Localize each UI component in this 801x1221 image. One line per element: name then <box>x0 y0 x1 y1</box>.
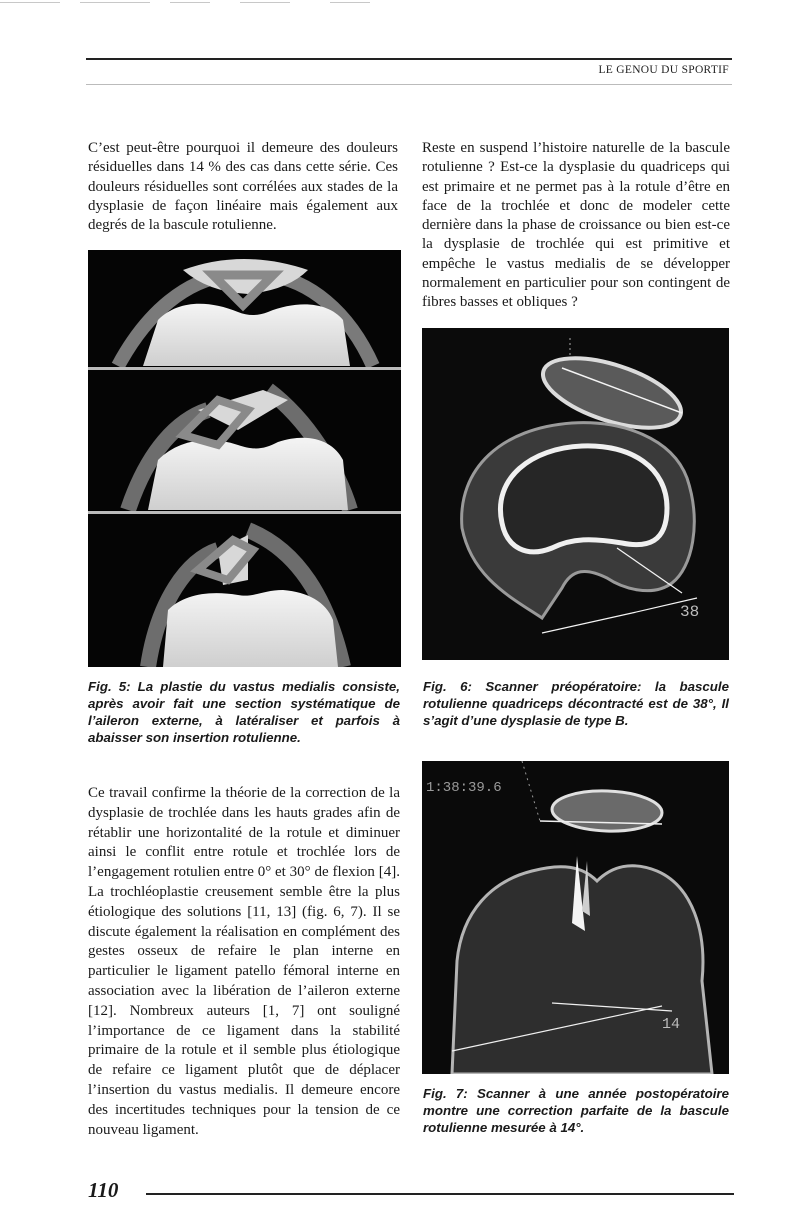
diagram-panel-3 <box>88 514 401 667</box>
header-rule-thin <box>86 84 732 85</box>
page-number: 110 <box>88 1178 119 1202</box>
scan-edge-marks <box>0 0 801 6</box>
diagram-panel-2 <box>88 370 401 510</box>
figure-7-caption: Fig. 7: Scanner à une année postopératoire montre une correction parfaite de la bascule rotulienne mesurée à 14°. <box>423 1086 729 1135</box>
paragraph-right-top: Reste en suspend l’histoire naturelle de la bascule rotulienne ? Est-ce la dysplasie du quadriceps qui est primaire et ne permet pas à la rotule d’être en face de la trochlée et donc de modeler cette dernière dans la phase de croissance ou bien est-ce la dysplasie de trochlée qui est primitive et empêche le vastus medialis de se développer normalement en particulier pour son contingent de fibres basses et obliques ? <box>422 140 730 311</box>
paragraph-left-top: C’est peut-être pourquoi il demeure des douleurs résiduelles dans 14 % des cas dans cette série. Ces douleurs résiduelles sont corrélées aux stades de la dysplasie de façon linéaire mais également aux degrés de la bascule rotulienne. <box>88 140 398 234</box>
footer-rule <box>146 1193 734 1195</box>
figure-6-caption: Fig. 6: Scanner préopératoire: la bascule rotulienne quadriceps décontracté est de 38°, Il s’agit d’une dysplasie de type B. <box>423 679 729 728</box>
figure-5-diagram <box>88 250 401 667</box>
header-rule <box>86 58 732 60</box>
fig7-time-label: 1:38:39.6 <box>426 780 502 796</box>
fig7-angle-label: 14 <box>662 1016 681 1033</box>
figure-6-ct-scan <box>422 328 729 660</box>
figure-5-caption: Fig. 5: La plastie du vastus medialis consiste, après avoir fait une section systématique de l’aileron externe, à latéraliser et parfois à abaisser son insertion rotulienne. <box>88 679 400 745</box>
paragraph-left-bottom: Ce travail confirme la théorie de la correction de la dysplasie de trochlée dans les hauts grades afin de rétablir une horizontalité de la rotule et diminuer ainsi le conflit entre rotule et trochlée lors de l’engagement rotulien entre 0° et 30° de flexion [4]. La trochléoplastie creusement semble être la plus étiologique des solutions [11, 13] (fig. 6, 7). Il se discute également la réalisation en complément des gestes osseux de refaire le plan interne en particulier le ligament patello fémoral interne en association avec la libération de l’aileron externe [12]. Nombreux auteurs [1, 7] ont souligné l’importance de ce ligament dans la stabilité primaire de la rotule et il semble plus étiologique de refaire ce ligament plutôt que de déplacer l’insertion du vastus medialis. Il demeure encore des incertitudes techniques pour la tension de ce nouveau ligament. <box>88 785 400 1138</box>
fig6-angle-label: 38 <box>680 603 700 621</box>
diagram-panel-1 <box>88 250 401 366</box>
running-head: LE GENOU DU SPORTIF <box>598 64 729 76</box>
figure-7-ct-scan <box>422 761 729 1074</box>
